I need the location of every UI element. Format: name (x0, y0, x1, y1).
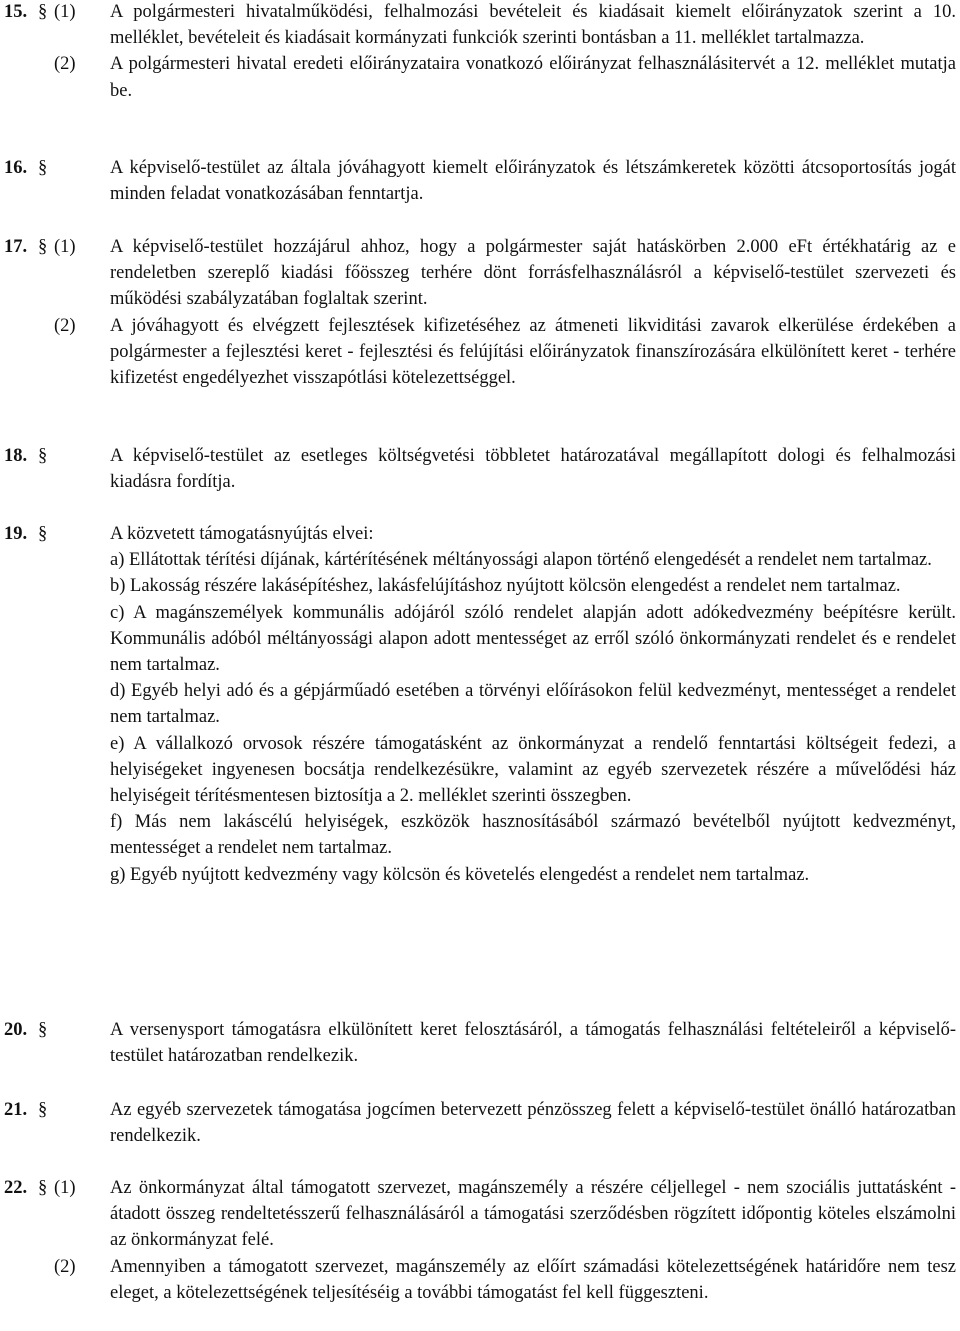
list-item: a) Ellátottak térítési díjának, kártérítésének méltányossági alapon történő elengedését a rendelet nem tartalmaz. (110, 550, 932, 571)
section-18 (0, 443, 960, 495)
paragraph (0, 1097, 960, 1149)
list-item: c) A magánszemélyek kommunális adójáról szóló rendelet alapján adott adókedvezmény beépítésre került. Kommunális adóból méltányossági alapon adott mentességet az erről szóló önkormányzati rendelet és e rendelet nem tartalmaz. (110, 602, 956, 676)
paragraph-number: (2) (54, 54, 76, 75)
paragraph (0, 1017, 960, 1069)
paragraph (0, 521, 960, 888)
paragraph-text: Az önkormányzat által támogatott szervezet, magánszemély a részére céljellegel - nem szociális juttatásként - átadott összeg rendeltetésszerű felhasználásáról a támogatási szerződésben rögzített időpontig köteles elszámolni az önkormányzat felé. (110, 1178, 956, 1251)
list-item: g) Egyéb nyújtott kedvezmény vagy kölcsön és követelés elengedést a rendelet nem tartalmaz. (110, 864, 810, 885)
paragraph (0, 234, 960, 313)
paragraph (0, 313, 960, 392)
paragraph-text: Az egyéb szervezetek támogatása jogcímen betervezett pénzösszeg felett a képviselő-testület önálló határozatban rendelkezik. (110, 1100, 956, 1147)
paragraph (0, 155, 960, 207)
paragraph-text: A képviselő-testület az esetleges költségvetési többletet határozatával megállapított dologi és felhalmozási kiadásra fordítja. (110, 446, 956, 493)
list-item: b) Lakosság részére lakásépítéshez, lakásfelújításhoz nyújtott kölcsön elengedést a rendelet nem tartalmaz. (110, 576, 901, 597)
section-22 (0, 1175, 960, 1306)
section-number: 22. (4, 1178, 28, 1198)
section-21 (0, 1097, 960, 1149)
paragraph (0, 51, 960, 103)
section-symbol: § (38, 524, 48, 544)
section-number: 19. (4, 524, 28, 544)
paragraph-number: (2) (54, 1256, 76, 1277)
paragraph (0, 0, 960, 51)
list-item: e) A vállalkozó orvosok részére támogatásként az önkormányzat a rendelő fenntartási költségeit fedezi, a helyiségeket ingyenesen bocsátja rendelkezésükre, valamint az egyéb szervezetek részére a művelődési ház helyiségeit térítésmentesen biztosítja a 2. melléklet szerinti összegben. (110, 733, 956, 807)
paragraph-text: A képviselő-testület hozzájárul ahhoz, hogy a polgármester saját hatáskörben 2.000 eFt értékhatárig az e rendeletben szereplő kiadási főösszeg terhére dönt forrásfelhasználásról a képviselő-testület szervezeti és működési szabályzatában foglaltak szerint. (110, 237, 956, 310)
paragraph-text: A polgármesteri hivatalműködési, felhalmozási bevételeit és kiadásait kiemelt előirányzatok szerint a 10. melléklet, bevételeit és kiadásait kormányzati funkciók szerinti bontásban a 11. melléklet tartalmazza. (110, 2, 956, 49)
section-number: 18. (4, 446, 28, 466)
paragraph-number: (1) (54, 2, 76, 22)
section-number: 16. (4, 158, 28, 178)
section-15 (0, 0, 960, 104)
section-symbol: § (38, 446, 48, 466)
section-symbol: § (38, 237, 48, 257)
paragraph-text: A jóváhagyott és elvégzett fejlesztések kifizetéséhez az átmeneti likviditási zavarok elkerülése érdekében a polgármester a fejlesztési keret - fejlesztési és felújítási előirányzatok finanszírozására elkülönített keret - terhére kifizetést engedélyezhet visszapótlási kötelezettséggel. (110, 315, 956, 389)
section-16 (0, 155, 960, 207)
section-symbol: § (38, 1100, 48, 1120)
paragraph-number: (1) (54, 237, 76, 257)
section-symbol: § (38, 1178, 48, 1198)
section-number: 17. (4, 237, 28, 257)
paragraph (0, 443, 960, 495)
paragraph-text: A képviselő-testület az általa jóváhagyott kiemelt előirányzatok és létszámkeretek közötti átcsoportosítás jogát minden feladat vonatkozásában fenntartja. (110, 158, 956, 205)
section-symbol: § (38, 158, 48, 178)
section-number: 21. (4, 1100, 28, 1120)
paragraph-number: (1) (54, 1178, 76, 1198)
section-number: 20. (4, 1020, 28, 1040)
list-item: f) Más nem lakáscélú helyiségek, eszközök hasznosításából származó bevételből nyújtott kedvezményt, mentességet a rendelet nem tartalmaz. (110, 812, 956, 859)
section-symbol: § (38, 2, 48, 22)
section-20 (0, 1017, 960, 1069)
paragraph (0, 1254, 960, 1306)
section-17 (0, 234, 960, 391)
paragraph-text: A versenysport támogatásra elkülönített keret felosztásáról, a támogatás felhasználási feltételeiről a képviselő-testület határozatban rendelkezik. (110, 1020, 956, 1067)
paragraph (0, 1175, 960, 1254)
list-item: d) Egyéb helyi adó és a gépjárműadó esetében a törvényi előírásokon felül kedvezményt, mentességet a rendelet nem tartalmaz. (110, 681, 956, 728)
section-19 (0, 521, 960, 888)
section-symbol: § (38, 1020, 48, 1040)
section-number: 15. (4, 2, 28, 22)
paragraph-number: (2) (54, 315, 76, 336)
paragraph-text: A közvetett támogatásnyújtás elvei: (110, 524, 374, 544)
paragraph-text: Amennyiben a támogatott szervezet, magánszemély az előírt számadási kötelezettségének határidőre nem tesz eleget, a kötelezettségének teljesítéséig a további támogatást fel kell függeszteni. (110, 1256, 956, 1303)
paragraph-text: A polgármesteri hivatal eredeti előirányzataira vonatkozó előirányzat felhasználásitervét a 12. melléklet mutatja be. (110, 54, 956, 101)
